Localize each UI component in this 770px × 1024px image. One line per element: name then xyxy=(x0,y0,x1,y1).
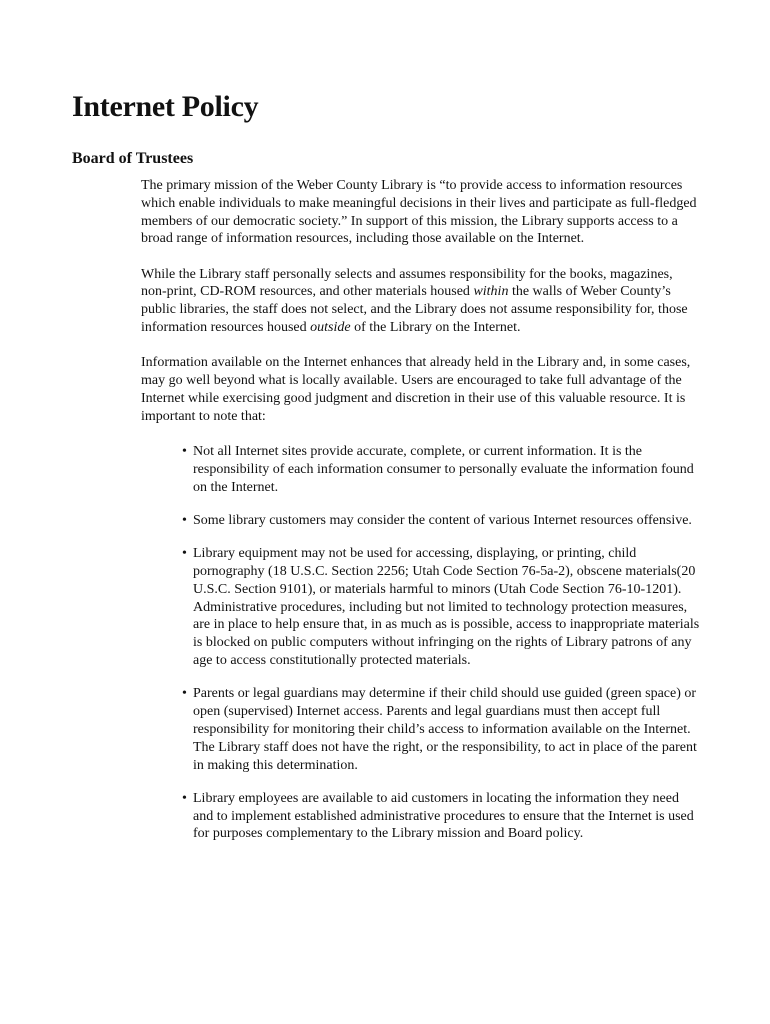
list-item-text: Library employees are available to aid customers in locating the information they need and to implement established administrative procedures to ensure that the Internet is used for purposes complementary to the Library mission and Board policy. xyxy=(193,790,694,842)
paragraph-responsibility xyxy=(141,266,701,337)
paragraph-internet-info: Information available on the Internet enhances that already held in the Library and, in some cases, may go well beyond what is locally available. Users are encouraged to take full advantage of the Internet while exercising good judgment and discretion in their use of this valuable resource. It is important to note that: xyxy=(141,355,691,424)
emphasis-within: within xyxy=(473,284,509,300)
paragraph-text: of the Library on the Internet. xyxy=(354,320,521,336)
paragraph-text: the walls of Weber County’s public libraries, the staff does not select, and the Library does not assume responsibility for, those information resources housed xyxy=(141,284,688,336)
bullet-icon: • xyxy=(182,444,187,460)
list-item xyxy=(182,545,701,670)
list-item xyxy=(182,790,701,843)
page-title: Internet Policy xyxy=(72,90,259,123)
list-item xyxy=(182,512,701,530)
list-item-text: Not all Internet sites provide accurate, complete, or current information. It is the responsibility of each information consumer to personally evaluate the information found on the Internet. xyxy=(193,444,694,495)
list-item-text: Parents or legal guardians may determine if their child should use guided (green space) or open (supervised) Internet access. Parents and legal guardians must then accept full responsibility for monitoring their child’s access to information available on the Internet. The Library staff does not have the right, or the responsibility, to act in place of the parent in making this determination. xyxy=(193,686,697,773)
bullet-icon: • xyxy=(182,686,187,702)
list-item-text: Some library customers may consider the content of various Internet resources offensive. xyxy=(193,512,692,528)
bullet-icon: • xyxy=(182,512,187,528)
bullet-icon: • xyxy=(182,546,187,562)
bullet-icon: • xyxy=(182,790,187,806)
emphasis-outside: outside xyxy=(310,320,351,336)
list-item xyxy=(182,685,701,774)
paragraph-text: While the Library staff personally selects and assumes responsibility for the books, magazines, non-print, CD-ROM resources, and other materials housed xyxy=(141,266,673,300)
section-heading: Board of Trustees xyxy=(72,150,194,167)
paragraph-mission: The primary mission of the Weber County Library is “to provide access to information resources which enable individuals to make meaningful decisions in their lives and participate as full-fledged members of our democratic society.” In support of this mission, the Library supports access to a broad range of information resources, including those available on the Internet. xyxy=(141,178,697,247)
policy-body xyxy=(141,177,701,859)
list-item-text: Library equipment may not be used for accessing, displaying, or printing, child pornography (18 U.S.C. Section 2256; Utah Code Section 76-5a-2), obscene materials(20 U.S.C. Section 9101), or materials harmful to minors (Utah Code Section 76-10-1201). Administrative procedures, including but not limited to technology protection measures, are in place to help ensure that, in as much as is possible, access to inappropriate materials is blocked on public computers without infringing on the rights of Library patrons of any age to access constitutionally protected materials. xyxy=(193,546,700,669)
policy-bullet-list xyxy=(141,443,701,843)
list-item xyxy=(182,443,701,496)
